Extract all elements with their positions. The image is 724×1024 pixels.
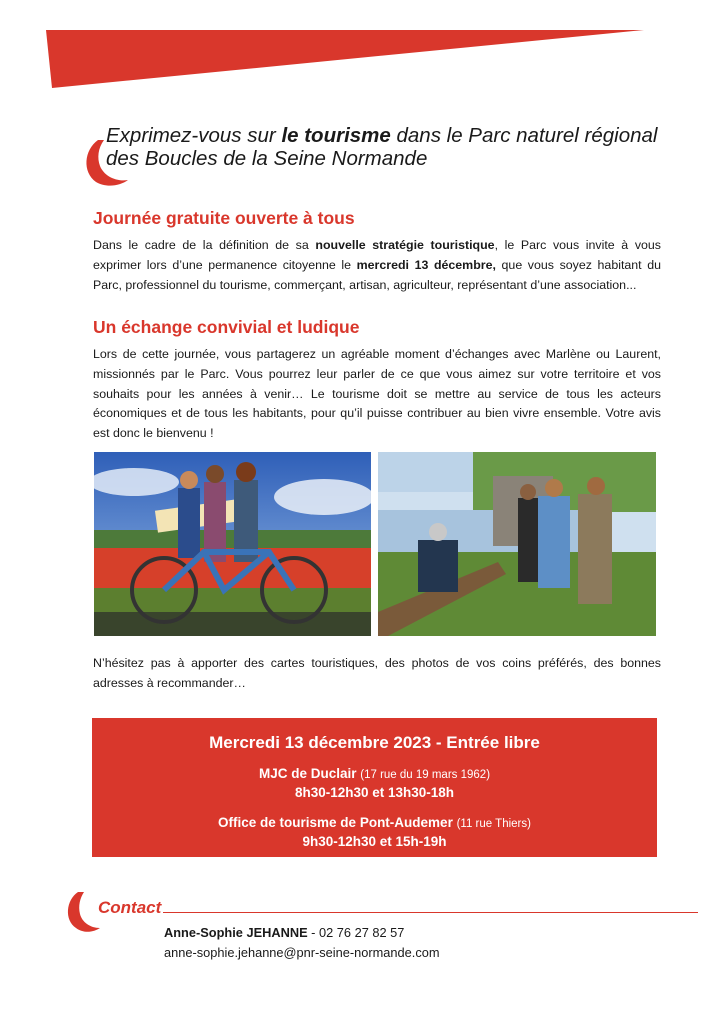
s1-bold-a: nouvelle stratégie touristique <box>315 238 495 252</box>
contact-arc-icon <box>60 890 100 936</box>
contact-name: Anne-Sophie JEHANNE <box>164 925 308 940</box>
venue1-address: (17 rue du 19 mars 1962) <box>360 769 491 781</box>
venue2-name: Office de tourisme de Pont-Audemer <box>218 815 453 830</box>
contact-phone[interactable]: - 02 76 27 82 57 <box>307 925 405 940</box>
section1-heading: Journée gratuite ouverte à tous <box>93 208 355 228</box>
section2-heading: Un échange convivial et ludique <box>93 317 360 337</box>
photo-cyclists <box>94 452 371 636</box>
contact-email[interactable]: anne-sophie.jehanne@pnr-seine-normande.com <box>164 945 440 960</box>
venue2-address: (11 rue Thiers) <box>456 818 531 830</box>
venue2-hours: 9h30-12h30 et 15h-19h <box>302 834 447 849</box>
venue1-hours: 8h30-12h30 et 13h30-18h <box>294 785 455 800</box>
contact-name-phone <box>164 925 404 940</box>
venue2 <box>92 815 657 830</box>
top-red-banner <box>0 0 724 100</box>
s1-text-c: que vous soyez habitant du Parc, professionnel du tourisme, commerçant, artisan, agriculteur, représentant d’une association... <box>93 257 662 292</box>
title-part1: Exprimez-vous sur <box>106 124 282 147</box>
s1-text-b: , le Parc vous invite à vous exprimer lors d’une permanence citoyenne le <box>93 238 661 272</box>
event-date: Mercredi 13 décembre 2023 - Entrée libre <box>209 733 540 752</box>
s1-text-a: Dans le cadre de la définition de sa <box>93 238 316 252</box>
venue1-name: MJC de Duclair <box>258 766 357 781</box>
section2-paragraph: Lors de cette journée, vous partagerez un agréable moment d’échanges avec Marlène ou Laurent, missionnés par le Parc. Vous pourrez leur parler de ce que vous aimez sur votre territoire et vos souhaits pour les années à venir… Le tourisme doit se mettre au service de tous les acteurs économiques et de tous les habitants, pour qu’il puisse contribuer au bien vivre ensemble. Votre avis est donc le bienvenu ! <box>93 347 661 441</box>
title-part2: dans le Parc naturel régional des Boucles de la Seine Normande <box>106 124 658 170</box>
contact-divider <box>163 912 698 913</box>
photo-birdwatchers <box>378 452 656 636</box>
section1-paragraph <box>93 236 661 295</box>
venue1 <box>92 766 657 781</box>
title-bold: le tourisme <box>281 124 391 147</box>
event-info-box <box>92 718 657 857</box>
contact-label: Contact <box>98 898 162 917</box>
after-photos-paragraph: N’hésitez pas à apporter des cartes touristiques, des photos de vos coins préférés, des bonnes adresses à recommander… <box>93 656 661 690</box>
page-title <box>106 124 666 170</box>
s1-bold-b: mercredi 13 décembre, <box>356 257 496 272</box>
